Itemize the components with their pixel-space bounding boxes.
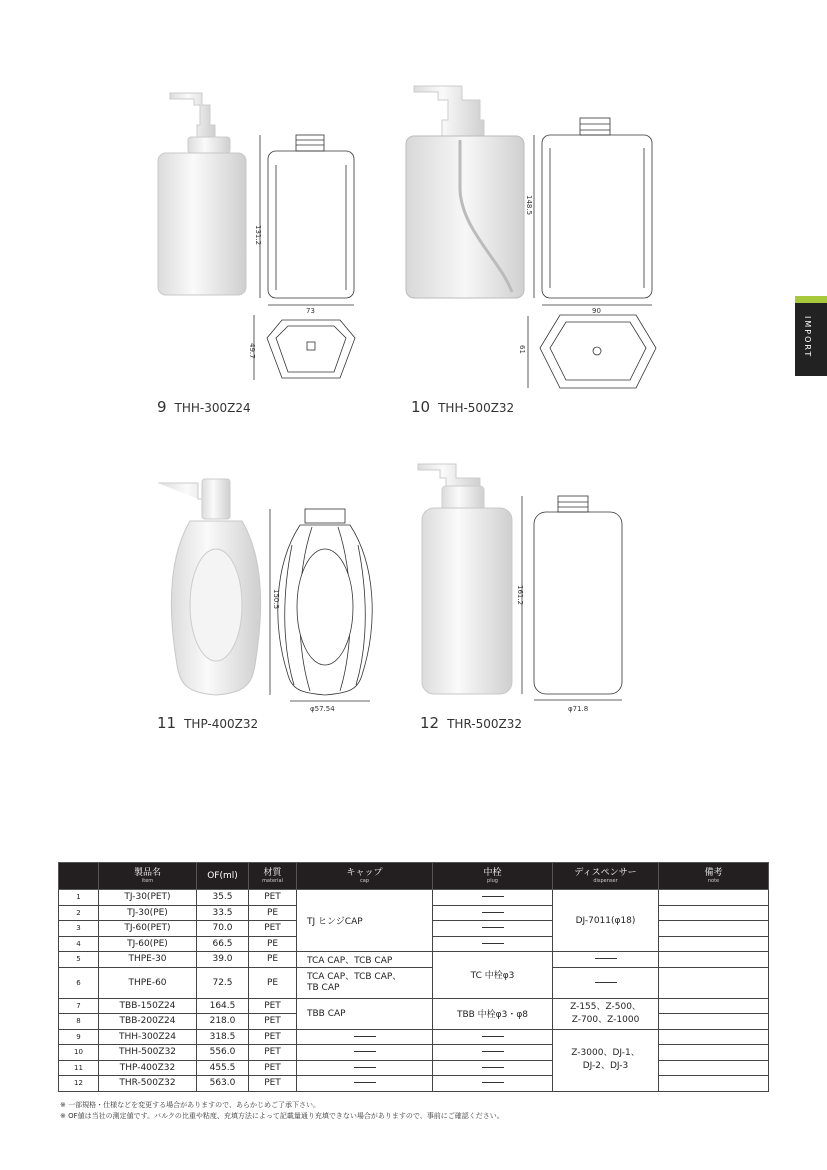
section-tab (795, 296, 827, 376)
product-9-caption (157, 398, 251, 416)
product-code: THP-400Z32 (184, 717, 259, 731)
table-row: 8 TBB-200Z24 218.0 PET (59, 1014, 769, 1030)
product-11-caption (157, 714, 258, 732)
bottle-line-drawing (528, 118, 656, 388)
col-header-plug: 中栓 plug (433, 863, 553, 890)
dim-height: 148.5 (525, 195, 533, 216)
footnote-1: ※ 一部規格・仕様などを変更する場合がありますので、あらかじめご了承下さい。 (60, 1101, 320, 1109)
col-header-of: OF(ml) (197, 863, 249, 890)
dim-height: 131.2 (254, 225, 262, 246)
product-number: 11 (157, 714, 177, 732)
dim-width: φ57.54 (310, 705, 335, 713)
bottle-line-drawing (270, 509, 372, 701)
dim-depth: 61 (518, 345, 526, 354)
table-row: 2 TJ-30(PE) 33.5 PE (59, 905, 769, 921)
dispenser-cell: DJ-7011(φ18) (553, 890, 659, 952)
product-number: 12 (420, 714, 440, 732)
product-code: THH-500Z32 (438, 401, 515, 415)
product-10-drawing (400, 80, 670, 400)
dim-width: 73 (306, 307, 315, 315)
col-header-cap: キャップ cap (297, 863, 433, 890)
footnotes (60, 1100, 504, 1122)
table-row: 9 THH-300Z24 318.5 PET Z-3000、DJ-1、 DJ-2、DJ-3 (59, 1029, 769, 1045)
product-12-caption (420, 714, 522, 732)
dim-width: 90 (592, 307, 601, 315)
spec-table (58, 862, 769, 1092)
plug-cell: TC 中栓φ3 (433, 952, 553, 999)
table-row: 6 THPE-60 72.5 PE TCA CAP、TCB CAP、 TB CAP (59, 967, 769, 998)
table-row: 4 TJ-60(PE) 66.5 PE (59, 936, 769, 952)
dim-height: 150.5 (272, 589, 280, 610)
bottle-line-drawing (254, 135, 355, 380)
table-row: 1 TJ-30(PET) 35.5 PET TJ ヒンジCAP DJ-7011(φ18) (59, 890, 769, 906)
col-header-material: 材質 material (249, 863, 297, 890)
dim-height: 161.2 (516, 585, 524, 606)
product-number: 9 (157, 398, 167, 416)
product-code: THH-300Z24 (174, 401, 251, 415)
table-row: 11 THP-400Z32 455.5 PET (59, 1060, 769, 1076)
table-row: 5 THPE-30 39.0 PE TCA CAP、TCB CAP TC 中栓φ3 (59, 952, 769, 968)
col-header-dispenser: ディスペンサー dispenser (553, 863, 659, 890)
product-12-drawing (410, 460, 640, 715)
bottle-line-drawing (522, 496, 622, 700)
bottle-photo (158, 93, 246, 295)
col-header-note: 備考 note (659, 863, 769, 890)
cap-cell: TJ ヒンジCAP (297, 890, 433, 952)
product-9-drawing (150, 85, 380, 405)
bottle-photo (158, 479, 261, 695)
dim-depth: 49.7 (248, 343, 256, 359)
section-tab-label: IMPORT (803, 316, 812, 359)
col-header-no (59, 863, 99, 890)
product-11-drawing (150, 465, 380, 715)
col-header-item: 製品名 item (99, 863, 197, 890)
table-header-row (59, 863, 769, 890)
dim-width: φ71.8 (568, 705, 589, 713)
product-10-caption (411, 398, 514, 416)
product-number: 10 (411, 398, 431, 416)
bottle-photo (418, 464, 512, 694)
footnote-2: ※ OF値は当社の測定値です。バルクの比重や粘度、充填方法によって記載量通り充填できない場合がありますので、事前にご確認ください。 (60, 1112, 504, 1120)
table-row: 12 THR-500Z32 563.0 PET (59, 1076, 769, 1092)
tab-accent (795, 296, 827, 303)
table-row: 3 TJ-60(PET) 70.0 PET (59, 921, 769, 937)
table-row: 10 THH-500Z32 556.0 PET (59, 1045, 769, 1061)
bottle-photo (406, 86, 524, 298)
product-code: THR-500Z32 (447, 717, 523, 731)
table-row: 7 TBB-150Z24 164.5 PET TBB CAP TBB 中栓φ3・φ8 Z-155、Z-500、 Z-700、Z-1000 (59, 998, 769, 1014)
